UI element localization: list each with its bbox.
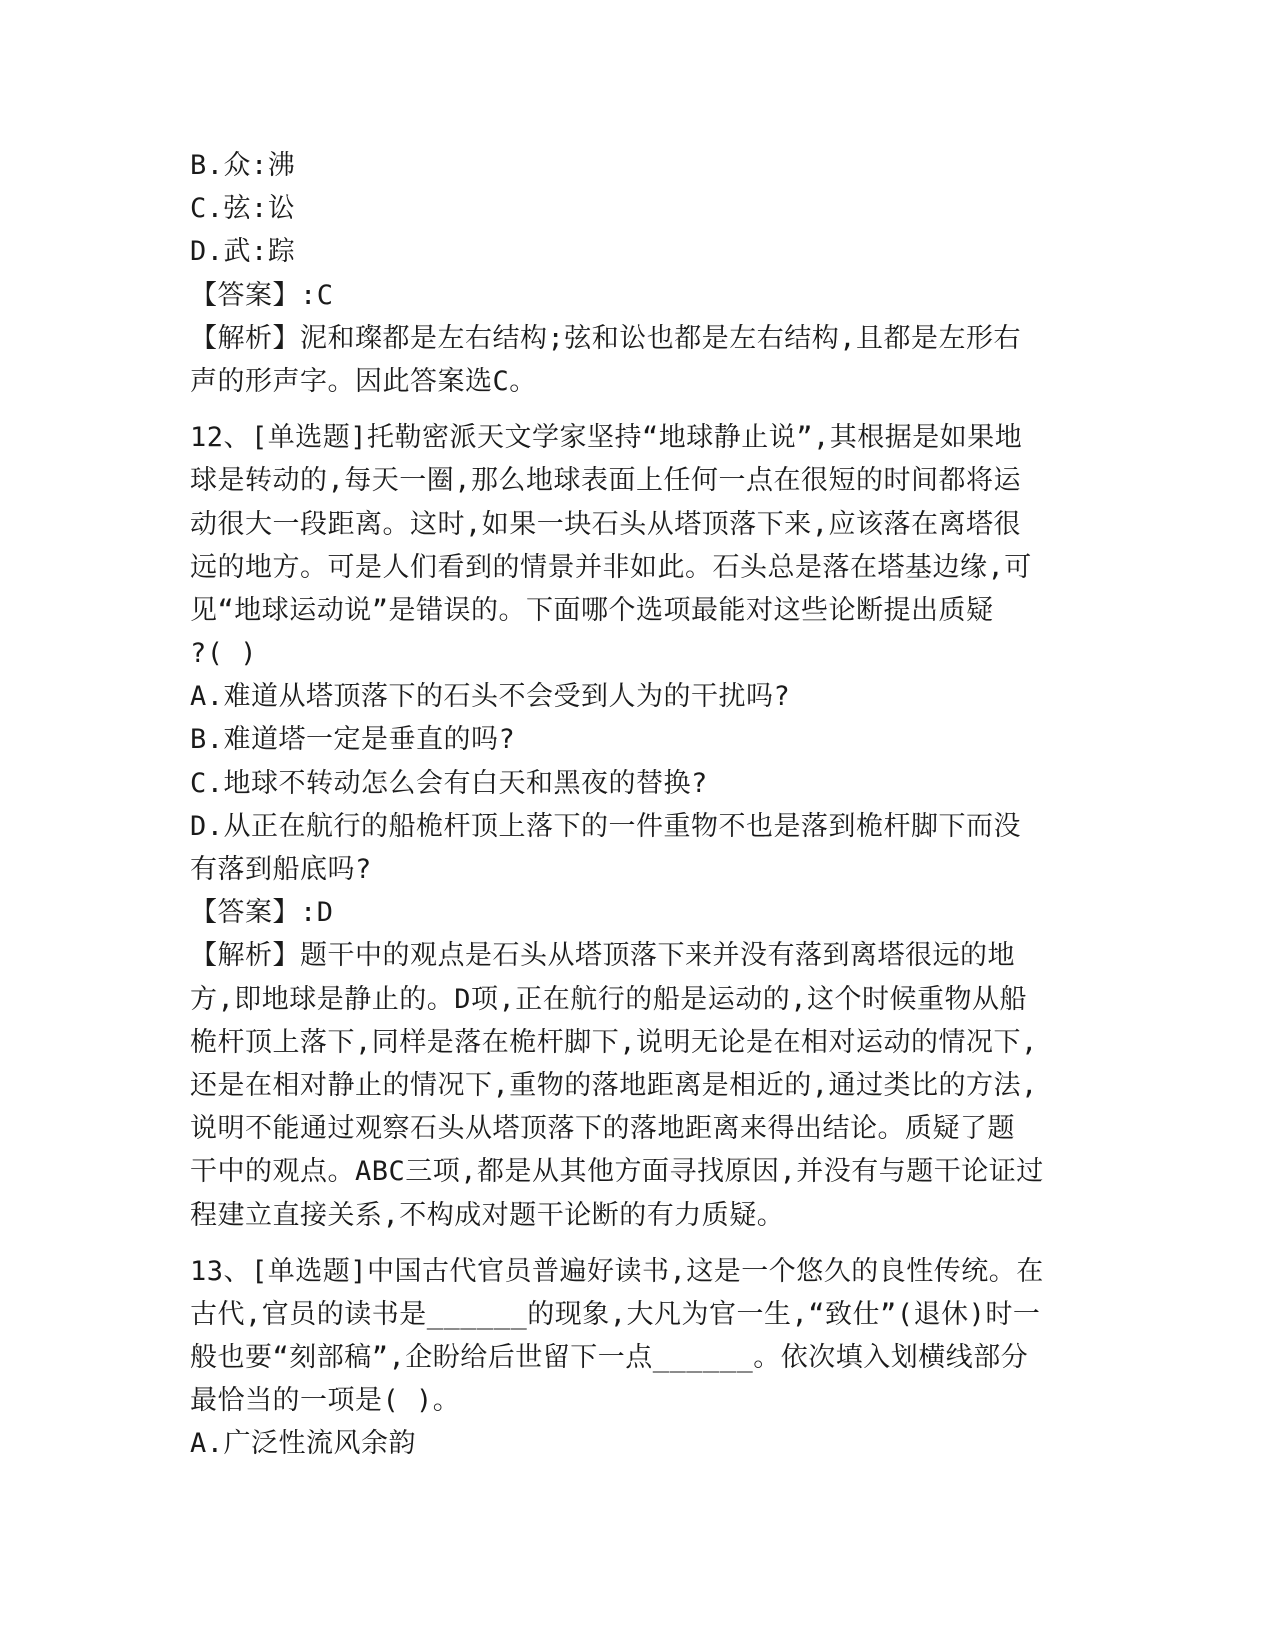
- question-stem: 最恰当的一项是( )。: [190, 1385, 461, 1417]
- option-b: B.难道塔一定是垂直的吗?: [190, 724, 516, 756]
- analysis-line: 方,即地球是静止的。D项,正在航行的船是运动的,这个时候重物从船: [190, 983, 1028, 1015]
- question-stem: ?( ): [190, 638, 258, 670]
- option-b: B.众:沸: [190, 150, 296, 181]
- option-c: C.弦:讼: [190, 193, 296, 225]
- document-page: [190, 144, 1090, 1466]
- option-a: A.难道从塔顶落下的石头不会受到人为的干扰吗?: [190, 681, 791, 713]
- question-stem: 般也要“刻部稿”,企盼给后世留下一点______。依次填入划横线部分: [190, 1342, 1029, 1374]
- question-spacer: [190, 403, 1090, 416]
- question-spacer: [190, 1237, 1090, 1250]
- option-d: D.武:踪: [190, 236, 296, 268]
- question-11-tail: [190, 144, 1090, 403]
- analysis-line: 干中的观点。ABC三项,都是从其他方面寻找原因,并没有与题干论证过: [190, 1156, 1044, 1188]
- question-stem: 12、[单选题]托勒密派天文学家坚持“地球静止说”,其根据是如果地: [190, 422, 1023, 454]
- analysis-line: 【解析】题干中的观点是石头从塔顶落下来并没有落到离塔很远的地: [190, 940, 1015, 972]
- question-stem: 古代,官员的读书是______的现象,大凡为官一生,“致仕”(退休)时一: [190, 1298, 1041, 1330]
- analysis-line: 程建立直接关系,不构成对题干论断的有力质疑。: [190, 1199, 785, 1231]
- analysis-line: 还是在相对静止的情况下,重物的落地距离是相近的,通过类比的方法,: [190, 1069, 1038, 1101]
- question-stem: 动很大一段距离。这时,如果一块石头从塔顶落下来,应该落在离塔很: [190, 508, 1022, 540]
- answer-line: 【答案】:C: [190, 279, 334, 311]
- analysis-line: 桅杆顶上落下,同样是落在桅杆脚下,说明无论是在相对运动的情况下,: [190, 1026, 1038, 1058]
- question-stem: 球是转动的,每天一圈,那么地球表面上任何一点在很短的时间都将运: [190, 465, 1022, 497]
- analysis-line: 说明不能通过观察石头从塔顶落下的落地距离来得出结论。质疑了题: [190, 1113, 1015, 1145]
- option-d-continued: 有落到船底吗?: [190, 854, 372, 885]
- question-13: [190, 1250, 1090, 1466]
- option-d: D.从正在航行的船桅杆顶上落下的一件重物不也是落到桅杆脚下而没: [190, 810, 1022, 842]
- analysis-line: 【解析】泥和璨都是左右结构;弦和讼也都是左右结构,且都是左形右: [190, 322, 1022, 354]
- question-stem: 远的地方。可是人们看到的情景并非如此。石头总是落在塔基边缘,可: [190, 551, 1032, 583]
- question-stem: 见“地球运动说”是错误的。下面哪个选项最能对这些论断提出质疑: [190, 594, 994, 626]
- analysis-line: 声的形声字。因此答案选C。: [190, 365, 537, 397]
- question-stem: 13、[单选题]中国古代官员普遍好读书,这是一个悠久的良性传统。在: [190, 1255, 1044, 1287]
- question-12: [190, 416, 1090, 1237]
- option-c: C.地球不转动怎么会有白天和黑夜的替换?: [190, 767, 708, 799]
- option-a: A.广泛性流风余韵: [190, 1428, 417, 1460]
- answer-line: 【答案】:D: [190, 897, 334, 929]
